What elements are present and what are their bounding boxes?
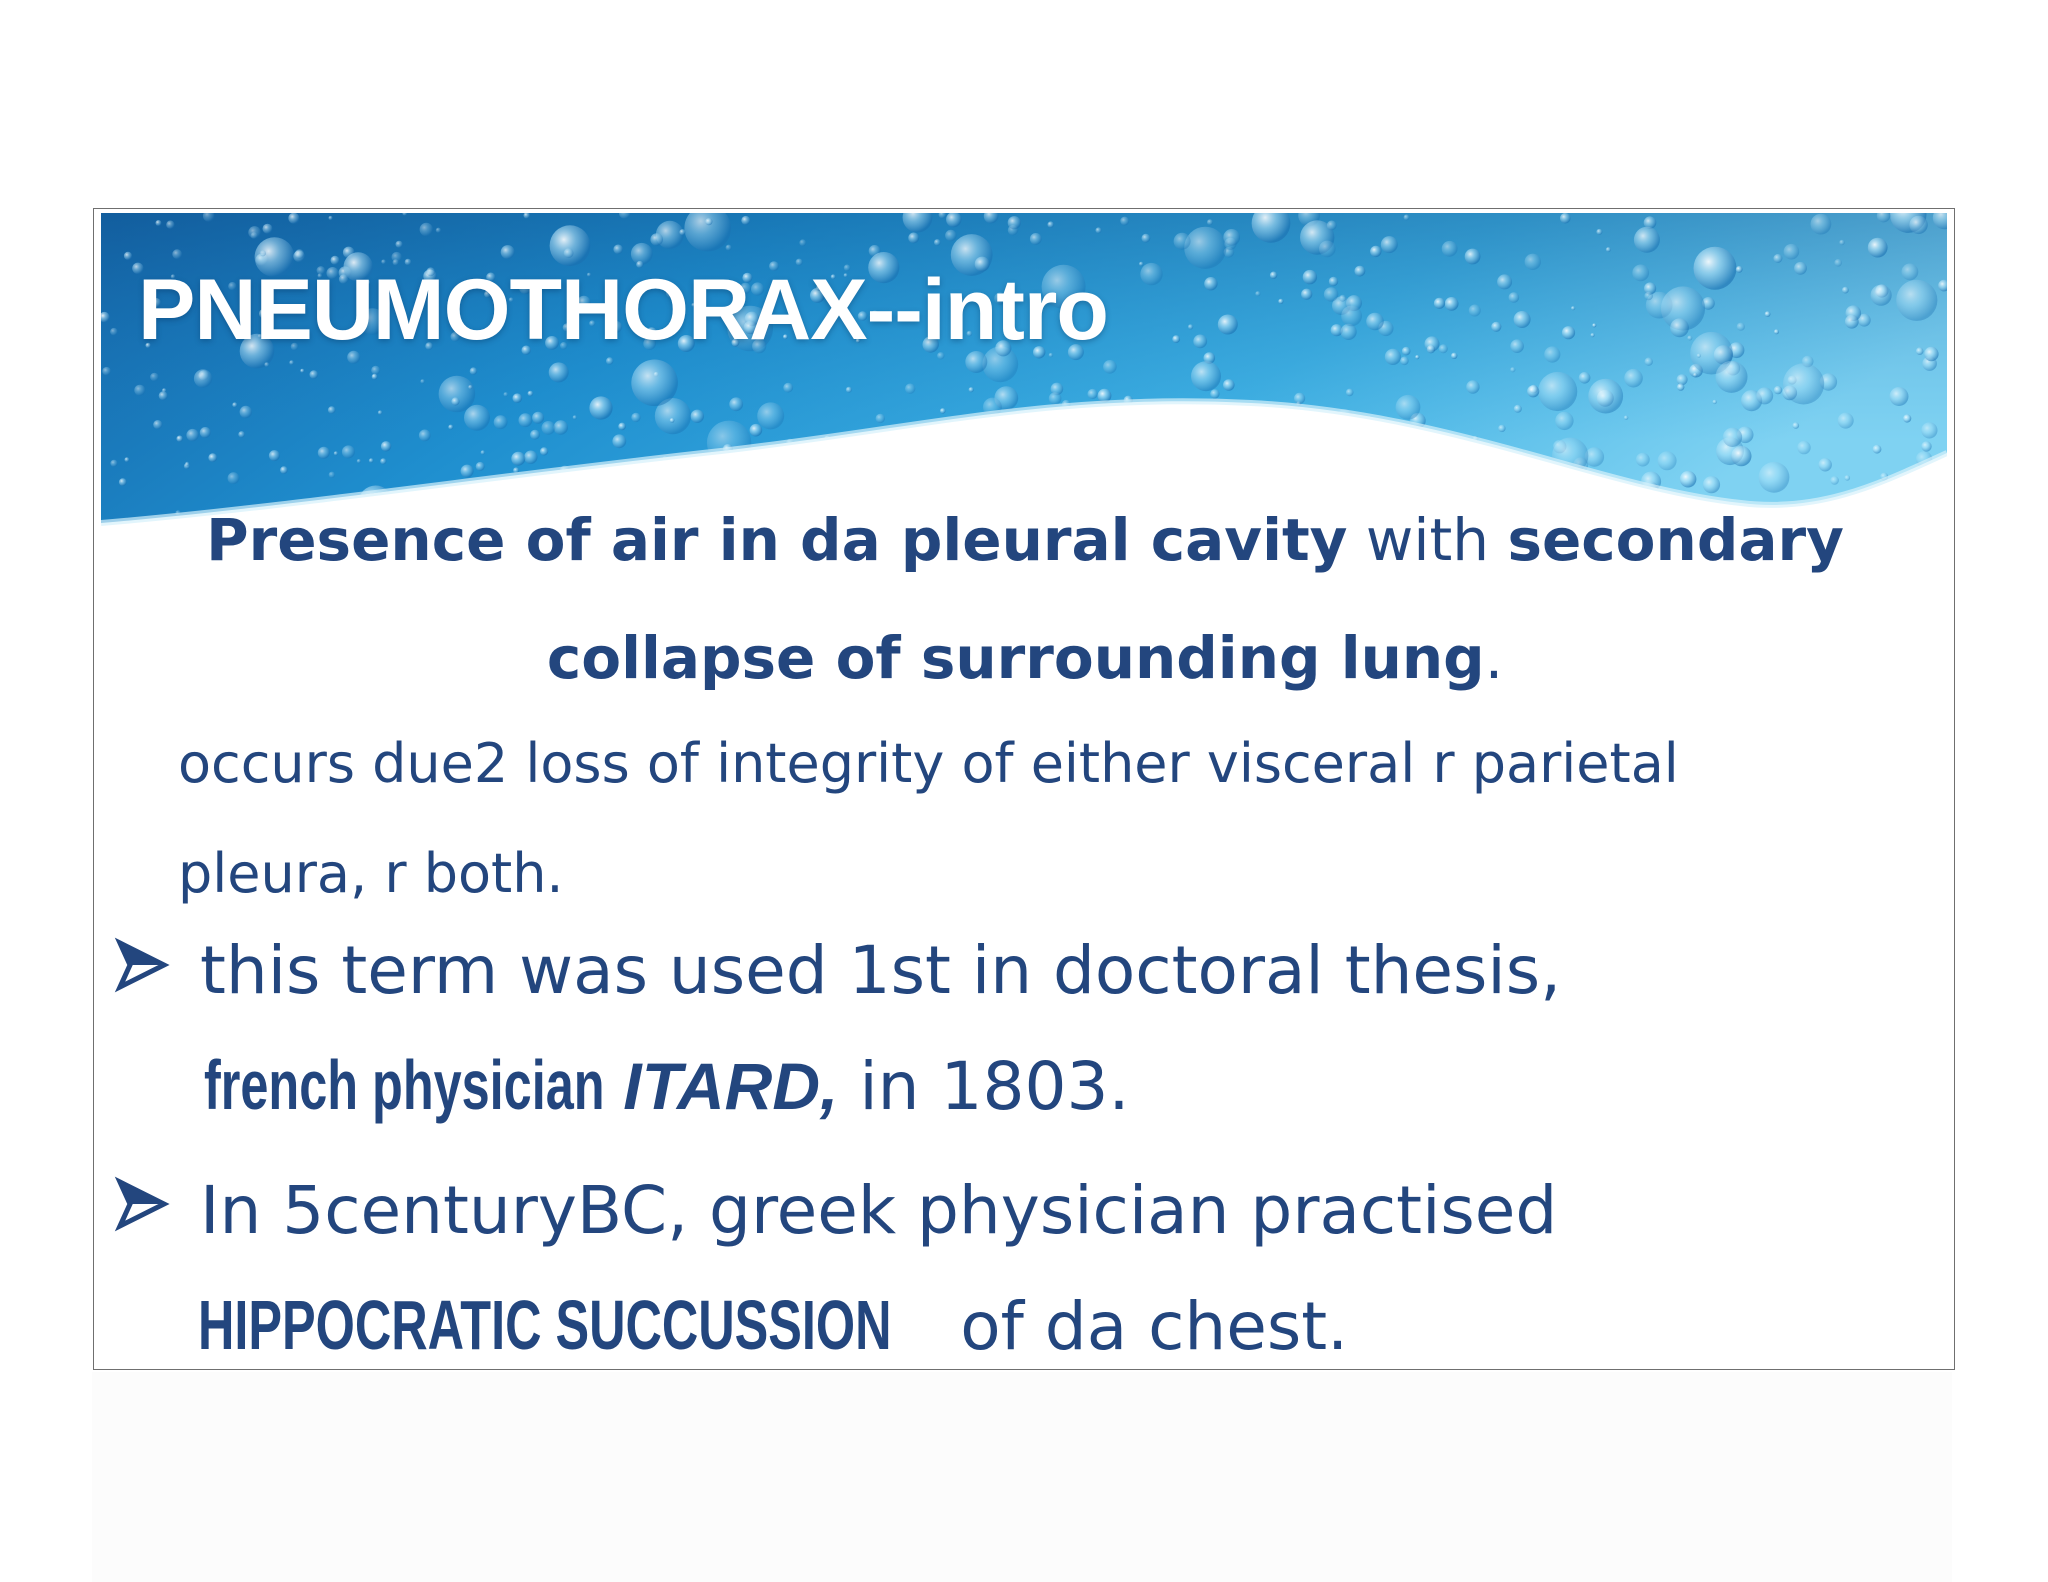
bubble-decoration (1255, 291, 1260, 296)
bubble-decoration (934, 239, 941, 246)
bubble-decoration (513, 393, 523, 403)
bubble-decoration (1469, 455, 1475, 461)
bubble-decoration (369, 458, 374, 463)
bubble-decoration (524, 451, 537, 464)
bubble-decoration (757, 402, 784, 429)
bubble-decoration (1139, 262, 1143, 266)
bubble-decoration (1223, 379, 1235, 391)
bubble-decoration (372, 374, 378, 380)
bubble-decoration (1636, 453, 1650, 467)
bubble-decoration (1346, 389, 1354, 397)
bubble-decoration (420, 379, 424, 383)
bubble-decoration (1469, 305, 1481, 317)
bubble-decoration (110, 460, 117, 467)
bubble-decoration (1838, 413, 1854, 429)
bubble-decoration (263, 224, 273, 234)
bubble-decoration (420, 223, 433, 236)
bubble-decoration (1527, 385, 1539, 397)
bubble-decoration (1303, 270, 1317, 284)
bubble-decoration (618, 423, 626, 431)
arrowhead-bullet-icon (114, 1176, 170, 1232)
bubble-decoration (194, 369, 212, 387)
bubble-decoration (357, 459, 361, 463)
bubble-decoration (549, 362, 569, 382)
bubble-decoration (1184, 227, 1226, 269)
bubble-decoration (1417, 441, 1432, 456)
bubble-decoration (504, 392, 509, 397)
bubble-decoration (381, 441, 391, 451)
bubble-decoration (1366, 313, 1384, 331)
bubble-decoration (1697, 354, 1701, 358)
bubble-decoration (380, 458, 386, 464)
bubble-decoration (1592, 323, 1596, 327)
bubble-decoration (1713, 400, 1717, 404)
bubble-decoration (1811, 214, 1832, 235)
bubble-decoration (150, 373, 159, 382)
bullet-2-line-2 (198, 1285, 1348, 1367)
bubble-decoration (1233, 454, 1245, 466)
bubble-decoration (1819, 458, 1832, 471)
bubble-decoration (1465, 249, 1481, 265)
bubble-decoration (1784, 244, 1800, 260)
bubble-decoration (396, 241, 403, 248)
bubble-decoration (1921, 422, 1937, 438)
bubble-decoration (1538, 372, 1577, 411)
bubble-decoration (208, 453, 217, 462)
bubble-decoration (1427, 345, 1435, 353)
bubble-decoration (757, 460, 767, 470)
bubble-decoration (1019, 414, 1035, 430)
bubble-decoration (1525, 254, 1541, 270)
bubble-decoration (1845, 315, 1859, 329)
bubble-decoration (300, 369, 304, 373)
bubble-decoration (1324, 287, 1338, 301)
bubble-decoration (905, 384, 915, 394)
bubble-decoration (1765, 311, 1771, 317)
bubble-decoration (342, 445, 355, 458)
bubble-decoration (1596, 229, 1602, 235)
bubble-decoration (134, 385, 145, 396)
bubble-decoration (589, 396, 612, 419)
bubble-decoration (1793, 422, 1800, 429)
bubble-decoration (1402, 347, 1411, 356)
bubble-decoration (436, 228, 441, 233)
bubble-decoration (750, 424, 763, 437)
bubble-decoration (248, 226, 261, 239)
bubble-decoration (318, 447, 330, 459)
definition-bold-2: secondary collapse of surrounding lung (546, 506, 1844, 692)
bubble-decoration (269, 450, 280, 461)
bubble-decoration (1142, 234, 1151, 243)
bubble-decoration (1031, 422, 1045, 436)
bubble-decoration (451, 397, 459, 405)
bubble-decoration (1924, 347, 1938, 361)
bubble-decoration (1839, 240, 1844, 245)
bubble-decoration (1737, 323, 1745, 331)
emphasis-itard: ITARD, (623, 1049, 839, 1123)
bubble-decoration (1270, 272, 1277, 279)
bubble-decoration (1498, 425, 1505, 432)
bullet-2-line-1: In 5centuryBC, greek physician practised (200, 1172, 1558, 1249)
bubble-decoration (1008, 216, 1021, 229)
bubble-decoration (530, 430, 540, 440)
bubble-decoration (1128, 433, 1138, 443)
bubble-decoration (1338, 418, 1349, 429)
bubble-decoration (1845, 475, 1851, 481)
bubble-decoration (1120, 217, 1129, 226)
bubble-decoration (119, 478, 127, 486)
bubble-decoration (110, 328, 118, 336)
bubble-decoration (1716, 361, 1748, 393)
bubble-decoration (1644, 292, 1653, 301)
bubble-decoration (624, 468, 629, 473)
bubble-decoration (240, 406, 252, 418)
bubble-decoration (1387, 462, 1406, 481)
bubble-decoration (1794, 262, 1807, 275)
bubble-decoration (1155, 404, 1171, 420)
bubble-decoration (200, 427, 211, 438)
bubble-decoration (969, 387, 974, 392)
bubble-decoration (1797, 441, 1810, 454)
bubble-decoration (1188, 324, 1193, 329)
bubble-decoration (1434, 298, 1445, 309)
bubble-decoration (156, 220, 162, 226)
bubble-decoration (1207, 219, 1213, 225)
bubble-decoration (540, 447, 548, 455)
bubble-decoration (1606, 247, 1611, 252)
bubble-decoration (1096, 227, 1102, 233)
bubble-decoration (1402, 461, 1416, 475)
bubble-decoration (1723, 428, 1742, 447)
bubble-decoration (289, 360, 294, 365)
bubble-decoration (1670, 318, 1689, 337)
bubble-decoration (232, 402, 237, 407)
bubble-decoration (1916, 347, 1924, 355)
bubble-decoration (378, 410, 382, 414)
bubble-decoration (1301, 289, 1312, 300)
bubble-decoration (1903, 414, 1911, 422)
bubble-decoration (419, 430, 431, 442)
bubble-decoration (1140, 263, 1162, 285)
bubble-decoration (1658, 451, 1677, 470)
bubble-decoration (1560, 213, 1571, 224)
bubble-decoration (519, 413, 533, 427)
bubble-decoration (1497, 274, 1512, 289)
definition-period: . (1484, 624, 1504, 692)
bubble-decoration (1634, 227, 1660, 253)
bubble-decoration (799, 239, 806, 246)
bubble-decoration (707, 421, 751, 465)
bubble-decoration (802, 467, 815, 480)
bubble-decoration (1329, 277, 1338, 286)
bubble-decoration (1294, 393, 1305, 404)
bubble-decoration (1645, 358, 1653, 366)
bubble-decoration (1278, 299, 1283, 304)
bubble-decoration (650, 233, 663, 246)
bubble-decoration (1451, 353, 1457, 359)
definition-paragraph (150, 481, 1900, 717)
bubble-decoration (476, 462, 485, 471)
bubble-decoration (125, 457, 130, 462)
bubble-decoration (1269, 452, 1283, 466)
bullet-1-tail: in 1803. (838, 1048, 1130, 1125)
bubble-decoration (280, 466, 288, 474)
bubble-decoration (1868, 238, 1888, 258)
bubble-decoration (1088, 389, 1098, 399)
bubble-decoration (329, 216, 333, 220)
bubble-decoration (1510, 367, 1515, 372)
bubble-decoration (1514, 405, 1522, 413)
bubble-decoration (1445, 297, 1459, 311)
bubble-decoration (1182, 458, 1198, 474)
bubble-decoration (1624, 416, 1628, 420)
bubble-decoration (1677, 383, 1684, 390)
bubble-decoration (1181, 429, 1186, 434)
bubble-decoration (631, 360, 678, 407)
slide (93, 208, 1955, 1370)
bubble-decoration (1223, 229, 1240, 246)
bubble-decoration (1756, 387, 1773, 404)
bubble-decoration (501, 245, 515, 259)
bubble-decoration (846, 387, 852, 393)
bubble-decoration (1921, 441, 1931, 451)
bubble-decoration (1204, 277, 1217, 290)
bubble-decoration (927, 449, 943, 465)
bubble-decoration (159, 391, 168, 400)
bubble-decoration (1169, 459, 1185, 475)
bubble-decoration (288, 213, 299, 224)
bubble-decoration (945, 230, 956, 241)
bubble-decoration (691, 410, 704, 423)
bubble-decoration (528, 391, 534, 397)
bubble-decoration (1381, 236, 1398, 253)
bubble-decoration (1510, 339, 1524, 353)
bubble-decoration (1562, 326, 1575, 339)
bubble-decoration (102, 367, 111, 376)
bubble-decoration (1834, 259, 1842, 267)
bubble-decoration (1370, 246, 1381, 257)
bubble-decoration (1624, 369, 1643, 388)
bubble-decoration (679, 229, 685, 235)
bubble-decoration (908, 233, 919, 244)
bubble-decoration (1174, 233, 1191, 250)
bubble-decoration (798, 447, 804, 453)
bubble-decoration (1773, 254, 1782, 263)
bubble-decoration (238, 431, 245, 438)
bubble-decoration (670, 418, 675, 423)
bubble-decoration (310, 370, 319, 379)
bubble-decoration (1544, 346, 1560, 362)
bubble-decoration (470, 367, 477, 374)
bubble-decoration (729, 397, 743, 411)
bubble-decoration (1923, 479, 1939, 495)
bubble-decoration (172, 249, 182, 259)
bubble-decoration (532, 412, 544, 424)
bubble-decoration (1218, 315, 1238, 335)
bubble-decoration (1207, 417, 1234, 444)
bubble-decoration (1341, 324, 1357, 340)
bubble-decoration (1736, 266, 1743, 273)
bubble-decoration (329, 472, 335, 478)
bubble-decoration (439, 376, 476, 413)
bubble-decoration (1509, 292, 1520, 303)
bubble-decoration (950, 465, 961, 476)
bubble-decoration (1374, 443, 1379, 448)
occurs-paragraph: occurs due2 loss of integrity of either visceral r parietal pleura, r both. (178, 732, 1679, 905)
bubble-decoration (1871, 285, 1892, 306)
bubble-decoration (1555, 412, 1573, 430)
bubble-decoration (1632, 265, 1649, 282)
bubble-decoration (1327, 221, 1337, 231)
bubble-decoration (1404, 215, 1410, 221)
bubble-decoration (1355, 266, 1366, 277)
bubble-decoration (1491, 322, 1501, 332)
bubble-decoration (613, 245, 623, 255)
bubble-decoration (612, 434, 626, 448)
bubble-decoration (186, 429, 198, 441)
bubble-decoration (334, 451, 338, 455)
bubble-decoration (511, 452, 525, 466)
bubble-decoration (843, 471, 848, 476)
bubble-decoration (1415, 355, 1419, 359)
bubble-decoration (177, 436, 183, 442)
bubble-decoration (1514, 311, 1531, 328)
bubble-decoration (1030, 233, 1042, 245)
bubble-decoration (1466, 380, 1479, 393)
bubble-decoration (448, 425, 453, 430)
bubble-decoration (1687, 336, 1692, 341)
bubble-decoration (1400, 357, 1409, 366)
bubble-decoration (1902, 264, 1919, 281)
bubble-decoration (1909, 216, 1927, 234)
bubble-decoration (1322, 456, 1328, 462)
bubble-decoration (264, 362, 269, 367)
bubble-decoration (166, 221, 174, 229)
slide-title: PNEUMOTHORAX--intro (138, 262, 1108, 358)
bubble-decoration (1890, 387, 1909, 406)
bubble-decoration (1588, 379, 1623, 414)
bubble-decoration (631, 413, 640, 422)
bubble-decoration (494, 415, 508, 429)
bubble-decoration (1107, 464, 1123, 480)
bubble-decoration (1210, 389, 1219, 398)
bubble-decoration (461, 465, 474, 478)
bubble-decoration (1103, 360, 1117, 374)
bubble-decoration (1049, 392, 1062, 405)
bubble-decoration (999, 471, 1009, 481)
bubble-decoration (1731, 446, 1751, 466)
bubble-decoration (481, 450, 485, 454)
bubble-decoration (940, 408, 946, 414)
bubble-decoration (1172, 335, 1180, 343)
bubble-decoration (1783, 363, 1824, 404)
bubble-decoration (1193, 335, 1207, 349)
bubble-decoration (1873, 445, 1882, 454)
definition-bold-1: Presence of air in da pleural cavity (206, 506, 1348, 574)
bubble-decoration (1677, 374, 1688, 385)
bubble-decoration (124, 252, 132, 260)
bubble-decoration (1896, 280, 1937, 321)
bubble-decoration (1842, 287, 1849, 294)
bubble-decoration (657, 459, 671, 473)
bubble-decoration (1591, 333, 1595, 337)
bubble-decoration (1571, 306, 1575, 310)
emphasis-french-physician: french physician (204, 1046, 605, 1124)
bubble-decoration (371, 366, 380, 375)
bubble-decoration (1339, 295, 1346, 302)
bubble-decoration (554, 420, 568, 434)
definition-connector: with (1347, 506, 1508, 574)
emphasis-hippocratic-succussion: HIPPOCRATIC SUCCUSSION (198, 1286, 892, 1364)
bubble-decoration (1319, 241, 1336, 258)
bubble-decoration (564, 248, 574, 258)
bubble-decoration (705, 218, 712, 225)
bubble-decoration (295, 249, 305, 259)
bullet-2-tail: of da chest. (939, 1288, 1349, 1365)
bubble-decoration (550, 225, 591, 266)
bubble-decoration (1579, 372, 1591, 384)
bubble-decoration (1048, 221, 1054, 227)
bubble-decoration (1341, 306, 1362, 327)
bubble-decoration (726, 245, 732, 251)
bubble-decoration (876, 414, 885, 423)
bubble-decoration (1774, 386, 1782, 394)
bubble-decoration (153, 420, 162, 429)
bubble-decoration (260, 250, 266, 256)
bubble-decoration (741, 216, 750, 225)
arrowhead-bullet-icon (114, 937, 170, 993)
bubble-decoration (573, 415, 577, 419)
bubble-decoration (1191, 361, 1221, 391)
bullet-1-line-1: this term was used 1st in doctoral thesis, (200, 932, 1562, 1009)
bubble-decoration (542, 421, 556, 435)
bubble-decoration (1396, 395, 1421, 420)
bubble-decoration (1385, 349, 1401, 365)
bubble-decoration (185, 462, 189, 466)
page-background (92, 1372, 1952, 1582)
bubble-decoration (1694, 247, 1737, 290)
bubble-decoration (1774, 329, 1779, 334)
bubble-decoration (328, 406, 336, 414)
bullet-1-line-2 (204, 1045, 1129, 1127)
bubble-decoration (819, 456, 829, 466)
bubble-decoration (1447, 447, 1452, 452)
bubble-decoration (1442, 241, 1458, 257)
bubble-decoration (1693, 373, 1697, 377)
bubble-decoration (1439, 344, 1448, 353)
bubble-decoration (783, 383, 793, 393)
